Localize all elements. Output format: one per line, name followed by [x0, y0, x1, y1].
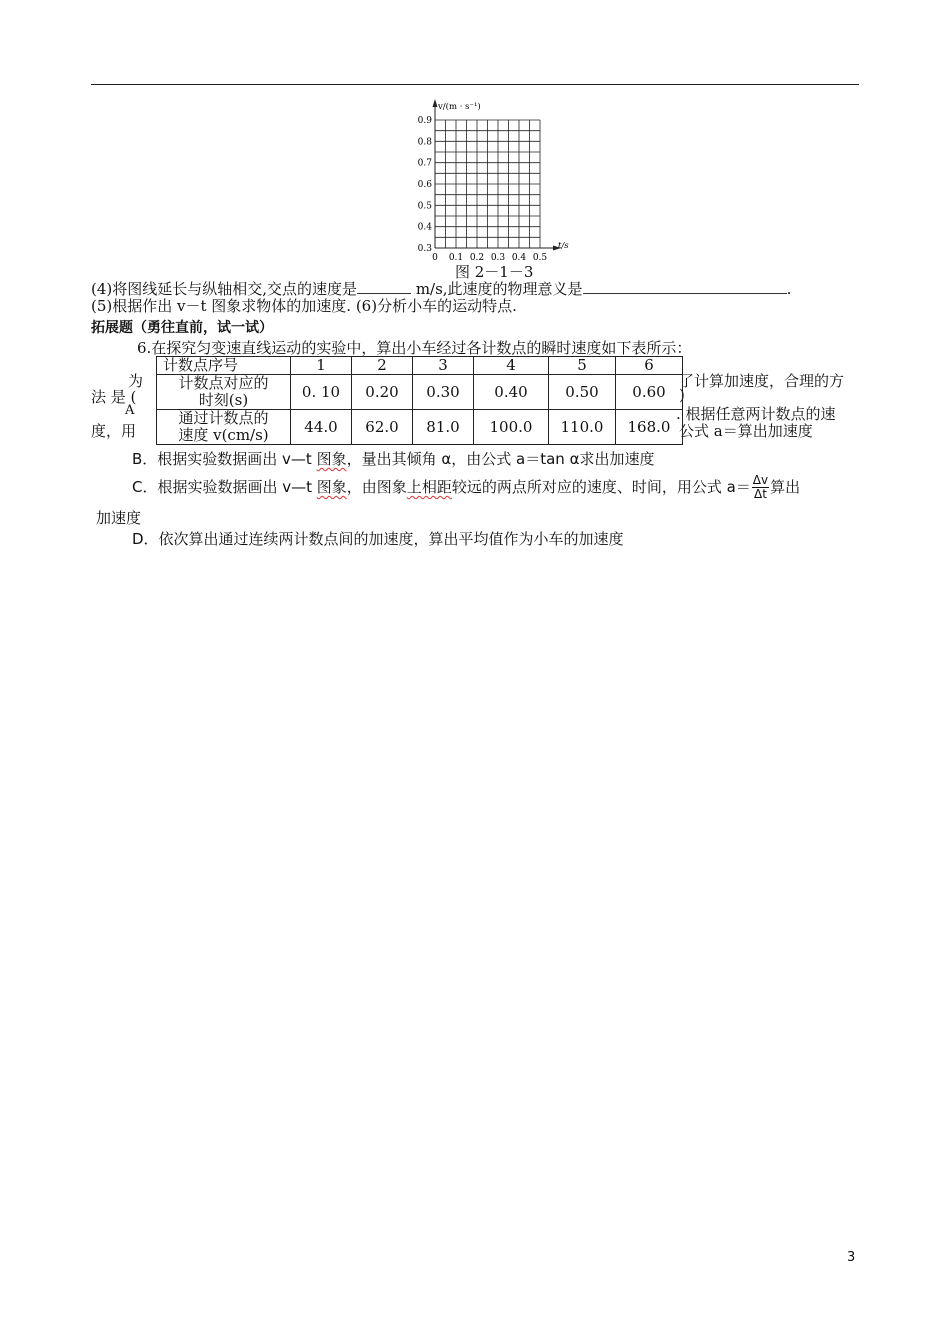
q6-right-2: ) — [679, 386, 685, 404]
question-5: (5)根据作出 v－t 图象求物体的加速度. (6)分析小车的运动特点. — [91, 297, 517, 315]
option-c-post: 算出 — [770, 478, 801, 496]
y-tick-label: 0.4 — [417, 222, 432, 233]
q6-left-2: 法 是 ( — [91, 388, 137, 406]
q6-right-1: 了计算加速度，合理的方 — [679, 372, 845, 390]
q4-meaning-blank[interactable] — [583, 279, 787, 294]
x-tick-label: 0.5 — [532, 253, 548, 263]
y-tick-label: 0.7 — [417, 158, 432, 169]
y-tick-label: 0.6 — [417, 180, 432, 190]
q6-right-4: 公式 a＝算出加速度 — [679, 422, 813, 440]
option-b — [132, 448, 654, 469]
option-c-pre: C．根据实验数据画出 v—t — [132, 478, 317, 496]
table-cell: 0.30 — [413, 375, 474, 410]
option-c-mid-1: ，由图象 — [346, 478, 407, 496]
table-cell: 100.0 — [474, 410, 549, 445]
fraction-denominator: Δt — [753, 487, 767, 501]
y-tick-label: 0.5 — [417, 201, 432, 212]
table-row — [157, 375, 683, 410]
table-cell: 110.0 — [549, 410, 616, 445]
table-cell: 168.0 — [616, 410, 683, 445]
table-cell: 0.60 — [616, 375, 683, 410]
speed-label-line-1: 通过计数点的 — [178, 409, 269, 427]
table-header-label: 计数点序号 — [157, 357, 291, 375]
option-d: D．依次算出通过连续两计数点间的加速度，算出平均值作为小车的加速度 — [132, 530, 624, 548]
section-title: 拓展题（勇往直前，试一试） — [91, 320, 273, 336]
q6-right-3: . 根据任意两计数点的速 — [676, 405, 836, 423]
y-tick-label: 0.8 — [417, 137, 432, 148]
q4-prefix: (4)将图线延长与纵轴相交,交点的速度是 — [91, 280, 358, 298]
x-axis-label: t/s — [558, 241, 569, 251]
header-rule — [91, 84, 859, 85]
q6-left-3: A — [125, 403, 135, 418]
page-number: 3 — [847, 1250, 856, 1265]
table-speed-label — [157, 410, 291, 445]
option-b-pre: B．根据实验数据画出 v—t — [132, 450, 317, 468]
q6-left-1: 为 — [128, 372, 144, 390]
x-tick-label: 0.4 — [511, 253, 527, 263]
velocity-table — [156, 356, 683, 445]
q4-speed-blank[interactable] — [357, 279, 411, 294]
fraction-numerator: Δv — [752, 473, 769, 487]
option-b-squig: 图象 — [316, 450, 347, 468]
table-cell: 44.0 — [291, 410, 352, 445]
x-tick-label: 0.3 — [490, 253, 506, 263]
table-row — [157, 357, 683, 375]
y-tick-label: 0.9 — [417, 116, 432, 126]
table-cell: 6 — [616, 357, 683, 375]
table-cell: 0.20 — [352, 375, 413, 410]
table-time-label — [157, 375, 291, 410]
table-cell: 0.40 — [474, 375, 549, 410]
table-row — [157, 410, 683, 445]
time-label-line-1: 计数点对应的 — [178, 374, 269, 392]
option-c-squig-1: 图象 — [316, 478, 347, 496]
q4-end: . — [786, 280, 792, 298]
table-cell: 4 — [474, 357, 549, 375]
q6-left-4: 度，用 — [91, 422, 137, 440]
x-tick-label: 0 — [432, 253, 438, 263]
table-cell: 1 — [291, 357, 352, 375]
table-cell: 81.0 — [413, 410, 474, 445]
table-cell: 2 — [352, 357, 413, 375]
x-tick-label: 0.1 — [448, 253, 464, 263]
delta-fraction — [752, 474, 769, 501]
time-label-line-2: 时刻(s) — [198, 391, 249, 409]
vt-grid-figure — [405, 96, 570, 264]
table-cell: 5 — [549, 357, 616, 375]
speed-label-line-2: 速度 v(cm/s) — [178, 426, 269, 444]
option-c-line-2: 加速度 — [96, 509, 142, 527]
table-cell: 0. 10 — [291, 375, 352, 410]
y-axis-label: v/(m · s⁻¹) — [438, 102, 481, 112]
x-tick-label: 0.2 — [469, 253, 485, 263]
option-c-squig-2: 上相距 — [406, 478, 452, 496]
table-cell: 3 — [413, 357, 474, 375]
question-6-intro: 6.在探究匀变速直线运动的实验中，算出小车经过各计数点的瞬时速度如下表所示： — [137, 339, 692, 357]
y-tick-label: 0.3 — [417, 244, 432, 254]
table-cell: 62.0 — [352, 410, 413, 445]
figure-caption: 图 2－1－3 — [455, 263, 534, 281]
table-cell: 0.50 — [549, 375, 616, 410]
option-b-post: ，量出其倾角 α，由公式 a＝tan α求出加速度 — [346, 450, 655, 468]
option-c-mid-2: 较远的两点所对应的速度、时间，用公式 a＝ — [451, 478, 751, 496]
q4-unit: m/s,此速度的物理意义是 — [415, 280, 583, 298]
option-c — [132, 472, 800, 502]
